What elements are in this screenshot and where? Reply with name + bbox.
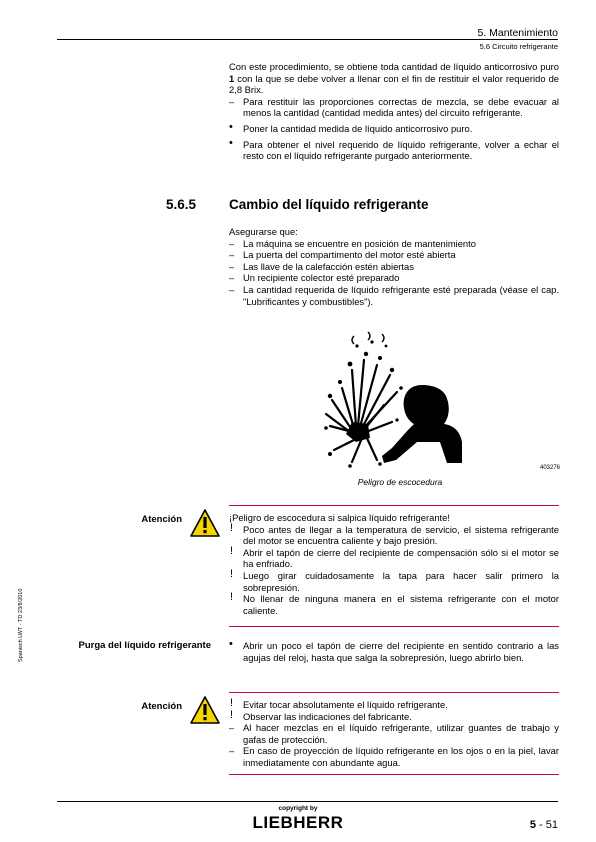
- figure-caption: Peligro de escocedura: [357, 477, 443, 487]
- page-value: 51: [545, 819, 558, 831]
- checklist-item: – Las llave de la calefacción estén abiertas: [229, 261, 559, 273]
- warning2-block: [229, 699, 559, 769]
- warning2-top-rule: [229, 692, 559, 693]
- header-section: 5.6 Circuito refrigerante: [479, 42, 558, 51]
- warning2-bottom-rule: [229, 774, 559, 775]
- checklist-item: – La máquina se encuentre en posición de mantenimiento: [229, 238, 559, 250]
- warning1-lead: ¡Peligro de escocedura si salpica líquido refrigerante!: [229, 512, 450, 523]
- section-number: 5.6.5: [166, 197, 197, 212]
- warning2-excl-item: ! Observar las indicaciones del fabricante.: [229, 711, 559, 723]
- warning1-item: ! Abrir el tapón de cierre del recipiente de compensación sólo si el motor se ha enfriado.: [229, 547, 559, 570]
- section-title: Cambio del líquido refrigerante: [229, 197, 429, 212]
- warning1-item: ! No llenar de ninguna manera en el sistema refrigerante con el motor caliente.: [229, 593, 559, 616]
- warning1-block: [229, 512, 559, 616]
- checklist-item: – La cantidad requerida de líquido refrigerante esté preparada (véase el cap. "Lubrificantes y combustibles").: [229, 284, 559, 307]
- scalding-hazard-illustration: [322, 330, 462, 470]
- copyright-text: copyright by: [278, 805, 318, 812]
- page-number: [530, 819, 558, 831]
- figure-id: 403276: [540, 465, 561, 471]
- intro-block: [229, 61, 559, 162]
- warning1-top-rule: [229, 505, 559, 506]
- intro-dash-item: – Para restituir las proporciones correctas de mezcla, se debe evacuar al menos la cantidad (cantidad medida antes) del circuito refrigerante.: [229, 96, 559, 119]
- intro-text-b: con la que se debe volver a llenar con el fin de restituir el valor requerido de 2,8 Brix.: [229, 72, 559, 96]
- margin-note: Spanisch LWT - TD 23/8/2010: [18, 588, 24, 662]
- page-chapter: 5: [529, 819, 536, 831]
- warning-triangle-icon: [190, 509, 220, 537]
- page-separator: -: [535, 819, 546, 831]
- warning1-label: Atención: [141, 514, 182, 525]
- warning2-dash-item: – Al hacer mezclas en el líquido refrigerante, utilizar guantes de trabajo y gafas de protección.: [229, 722, 559, 745]
- purge-bullet: • Abrir un poco el tapón de cierre del recipiente en sentido contrario a las agujas del reloj, hasta que salga la sobrepresión, luego abrirlo bien.: [229, 640, 559, 663]
- intro-paragraph: [229, 61, 559, 96]
- purge-label: Purga del líquido refrigerante: [78, 640, 211, 651]
- section-checklist: [229, 226, 559, 307]
- checklist-lead: Asegurarse que:: [229, 226, 298, 237]
- warning1-item: ! Luego girar cuidadosamente la tapa para hacer salir primero la sobrepresión.: [229, 570, 559, 593]
- intro-ref-number: 1: [229, 72, 235, 84]
- warning2-excl-item: ! Evitar tocar absolutamente el líquido refrigerante.: [229, 699, 559, 711]
- warning2-label: Atención: [141, 701, 182, 712]
- footer-rule: [57, 801, 558, 802]
- intro-text-a: Con este procedimiento, se obtiene toda cantidad de líquido anticorrosivo puro: [229, 61, 559, 72]
- purge-block: [229, 640, 559, 663]
- checklist-item: – Un recipiente colector esté preparado: [229, 272, 559, 284]
- warning1-item: ! Poco antes de llegar a la temperatura de servicio, el sistema refrigerante del motor se encuentra caliente y bajo presión.: [229, 524, 559, 547]
- checklist-item: – La puerta del compartimento del motor esté abierta: [229, 249, 559, 261]
- warning2-dash-item: – En caso de proyección de líquido refrigerante en los ojos o en la piel, lavar inmediatamente con abundante agua.: [229, 745, 559, 768]
- intro-bullet-2: • Para obtener el nivel requerido de líquido refrigerante, volver a echar el resto con el líquido refrigerante purgado anteriormente.: [229, 139, 559, 162]
- intro-bullet-1: • Poner la cantidad medida de líquido anticorrosivo puro.: [229, 123, 559, 135]
- svg-text:LIEBHERR: LIEBHERR: [252, 813, 344, 831]
- warning1-bottom-rule: [229, 626, 559, 627]
- liebherr-logo: [247, 813, 349, 831]
- header-chapter: 5. Mantenimiento: [477, 27, 558, 39]
- warning-triangle-icon: [190, 696, 220, 724]
- header-rule: [57, 39, 558, 40]
